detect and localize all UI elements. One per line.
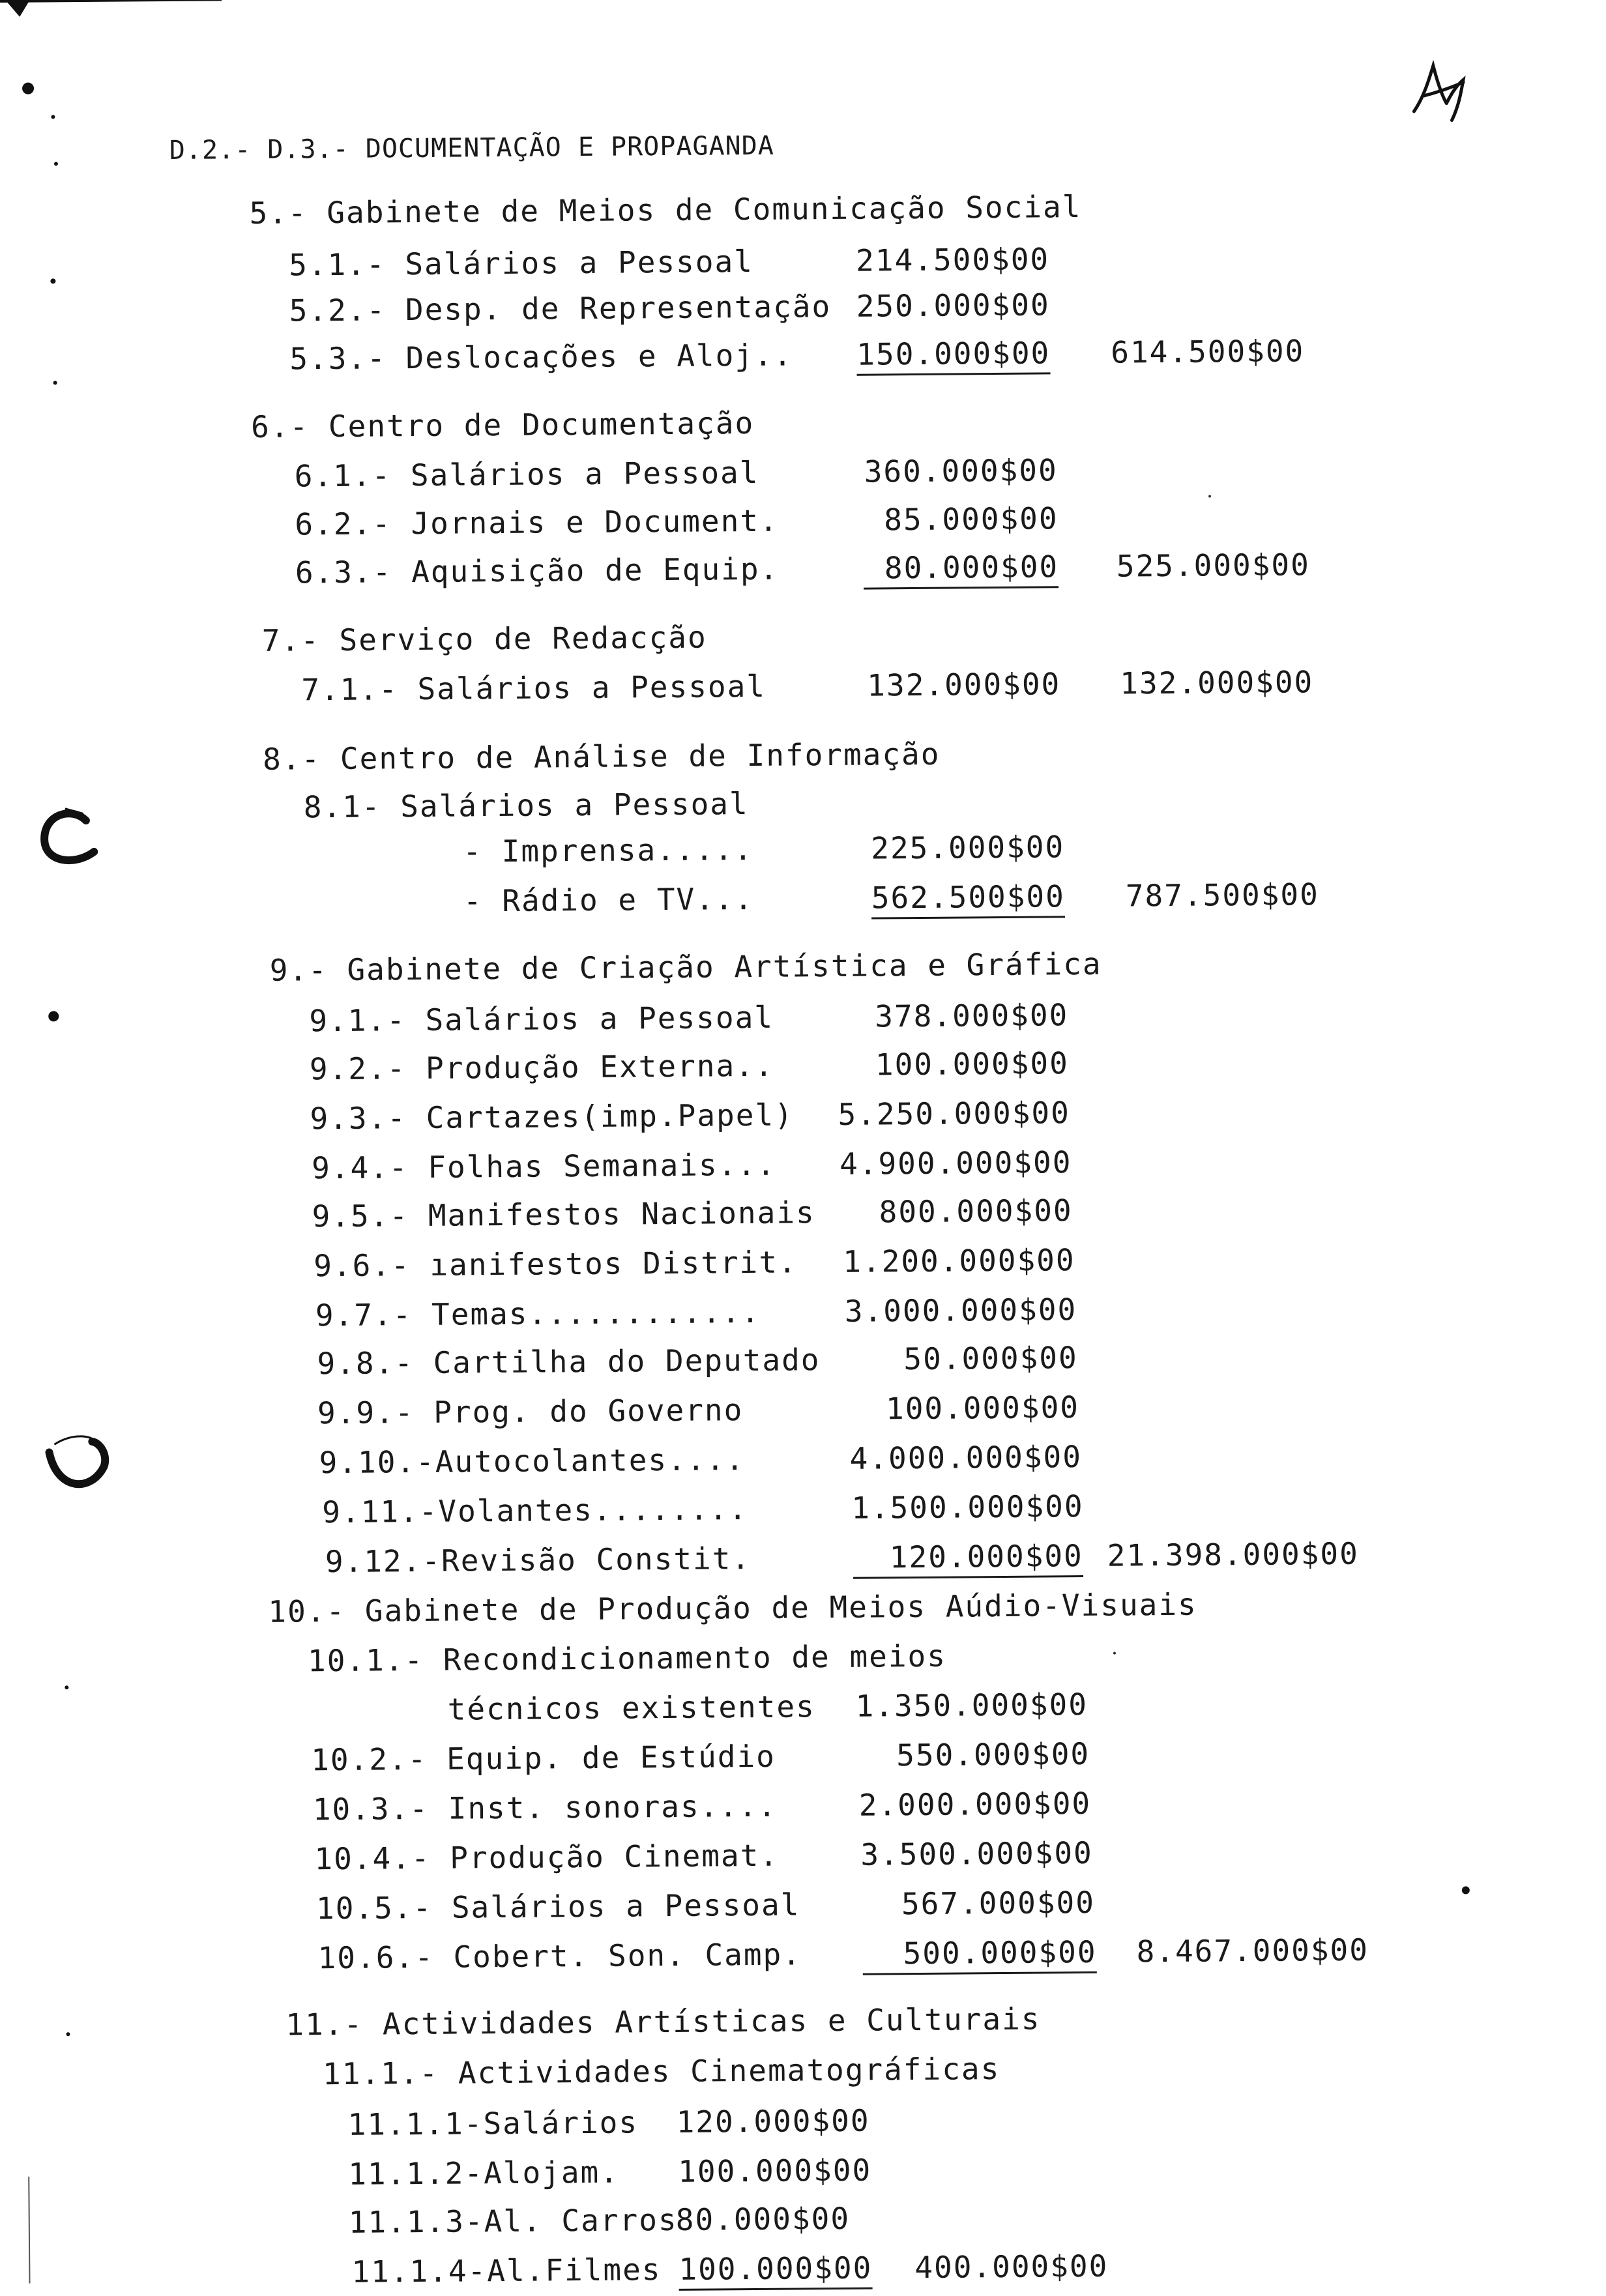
- item-label: 11.1.- Actividades Cinematográficas: [322, 2051, 1000, 2092]
- section-title: 11.- Actividades Artísticas e Culturais: [285, 2001, 1041, 2042]
- item-label: 10.4.- Produção Cinemat.: [314, 1837, 780, 1877]
- item-amount: 1.200.000$00: [843, 1242, 1075, 1279]
- item-label: 9.12.-Revisão Constit.: [325, 1541, 752, 1580]
- item-label: técnicos existentes: [447, 1689, 816, 1727]
- item-amount-underlined: 120.000$00: [853, 1536, 1083, 1579]
- item-label: 9.9.- Prog. do Governo: [317, 1392, 744, 1431]
- item-amount-underlined: 562.500$00: [871, 877, 1065, 919]
- section-title: 7.- Serviço de Redacção: [261, 619, 707, 658]
- item-label: 9.11.-Volantes........: [322, 1491, 748, 1530]
- item-amount: 4.900.000$00: [839, 1144, 1072, 1182]
- document-heading: D.2.- D.3.- DOCUMENTAÇÃO E PROPAGANDA: [169, 130, 775, 166]
- item-amount-underlined: 150.000$00: [856, 333, 1050, 375]
- section-total: 614.500$00: [1111, 333, 1305, 370]
- item-label: 11.1.4-Al.Filmes: [351, 2252, 662, 2289]
- section-total: 132.000$00: [1120, 664, 1314, 701]
- item-amount: 2.000.000$00: [858, 1785, 1092, 1823]
- item-amount: 360.000$00: [864, 452, 1058, 489]
- item-amount: 50.000$00: [903, 1340, 1078, 1377]
- section-total: 525.000$00: [1116, 547, 1311, 584]
- item-label: 10.6.- Cobert. Son. Camp.: [317, 1936, 802, 1976]
- item-amount: 1.500.000$00: [851, 1489, 1084, 1526]
- item-label: - Imprensa.....: [463, 831, 753, 869]
- item-amount: 100.000$00: [677, 2152, 872, 2189]
- item-amount: 250.000$00: [856, 287, 1050, 324]
- section-title: 6.- Centro de Documentação: [250, 405, 755, 444]
- item-label: 9.5.- Manifestos Nacionais: [312, 1195, 815, 1234]
- section-total: 400.000$00: [914, 2248, 1109, 2286]
- item-amount: 80.000$00: [675, 2200, 851, 2237]
- section-title: 5.- Gabinete de Meios de Comunicação Social: [249, 188, 1082, 231]
- item-amount: 132.000$00: [867, 666, 1061, 703]
- item-amount: 800.000$00: [879, 1193, 1073, 1230]
- item-label: 6.2.- Jornais e Document.: [295, 502, 779, 542]
- item-label: 11.1.1-Salários: [347, 2104, 639, 2142]
- section-total: 787.500$00: [1125, 877, 1320, 914]
- item-amount: 3.500.000$00: [860, 1835, 1093, 1872]
- item-amount: 1.350.000$00: [855, 1686, 1088, 1724]
- item-amount: 85.000$00: [884, 501, 1058, 538]
- item-label: 6.1.- Salários a Pessoal: [294, 454, 759, 494]
- section-total: 8.467.000$00: [1136, 1932, 1369, 1969]
- item-label: 10.2.- Equip. de Estúdio: [311, 1738, 776, 1778]
- item-amount: 550.000$00: [896, 1736, 1090, 1773]
- item-label: - Rádio e TV...: [463, 880, 754, 919]
- item-label: 10.3.- Inst. sonoras....: [312, 1788, 778, 1827]
- item-label: 10.1.- Recondicionamento de meios: [307, 1638, 947, 1679]
- item-label: 5.2.- Desp. de Representação: [289, 289, 832, 328]
- item-label: 5.1.- Salários a Pessoal: [288, 243, 754, 283]
- section-title: 10.- Gabinete de Produção de Meios Aúdio-Visuais: [268, 1586, 1197, 1629]
- item-amount-underlined: 100.000$00: [679, 2248, 872, 2291]
- item-label: 11.1.2-Alojam.: [348, 2154, 620, 2192]
- item-label: 9.1.- Salários a Pessoal: [309, 999, 774, 1039]
- item-amount: 100.000$00: [885, 1389, 1080, 1427]
- item-amount: 4.000.000$00: [849, 1439, 1083, 1476]
- item-amount-underlined: 80.000$00: [864, 547, 1059, 589]
- item-label: 9.4.- Folhas Semanais...: [311, 1146, 776, 1186]
- item-label: 9.7.- Temas............: [315, 1294, 761, 1333]
- section-total: 21.398.000$00: [1107, 1535, 1360, 1573]
- item-label: 5.3.- Deslocações e Aloj..: [289, 337, 793, 377]
- item-label: 9.3.- Cartazes(imp.Papel): [310, 1097, 795, 1137]
- section-title: 9.- Gabinete de Criação Artística e Gráfica: [269, 946, 1102, 988]
- item-amount: 120.000$00: [676, 2102, 870, 2140]
- item-amount: 567.000$00: [901, 1884, 1096, 1922]
- item-label: 7.1.- Salários a Pessoal: [301, 668, 766, 708]
- section-title: 8.- Centro de Análise de Informação: [262, 736, 941, 777]
- item-label: 9.10.-Autocolantes....: [319, 1442, 746, 1481]
- item-label: 6.3.- Aquisição de Equip.: [295, 551, 780, 590]
- item-amount: 5.250.000$00: [838, 1095, 1071, 1132]
- item-label: 11.1.3-Al. Carros: [348, 2202, 678, 2240]
- item-label: 9.2.- Produção Externa..: [309, 1047, 774, 1087]
- item-amount: 3.000.000$00: [844, 1292, 1077, 1329]
- item-amount-underlined: 500.000$00: [862, 1932, 1096, 1975]
- item-amount: 378.000$00: [875, 997, 1069, 1034]
- item-label: 8.1- Salários a Pessoal: [303, 786, 749, 825]
- item-amount: 214.500$00: [855, 241, 1050, 278]
- item-label: 9.8.- Cartilha do Deputado: [317, 1342, 821, 1382]
- item-label: 10.5.- Salários a Pessoal: [315, 1887, 800, 1926]
- item-label: 9.6.- ıanifestos Distrit.: [314, 1244, 798, 1284]
- item-amount: 100.000$00: [875, 1045, 1070, 1083]
- item-amount: 225.000$00: [871, 829, 1065, 866]
